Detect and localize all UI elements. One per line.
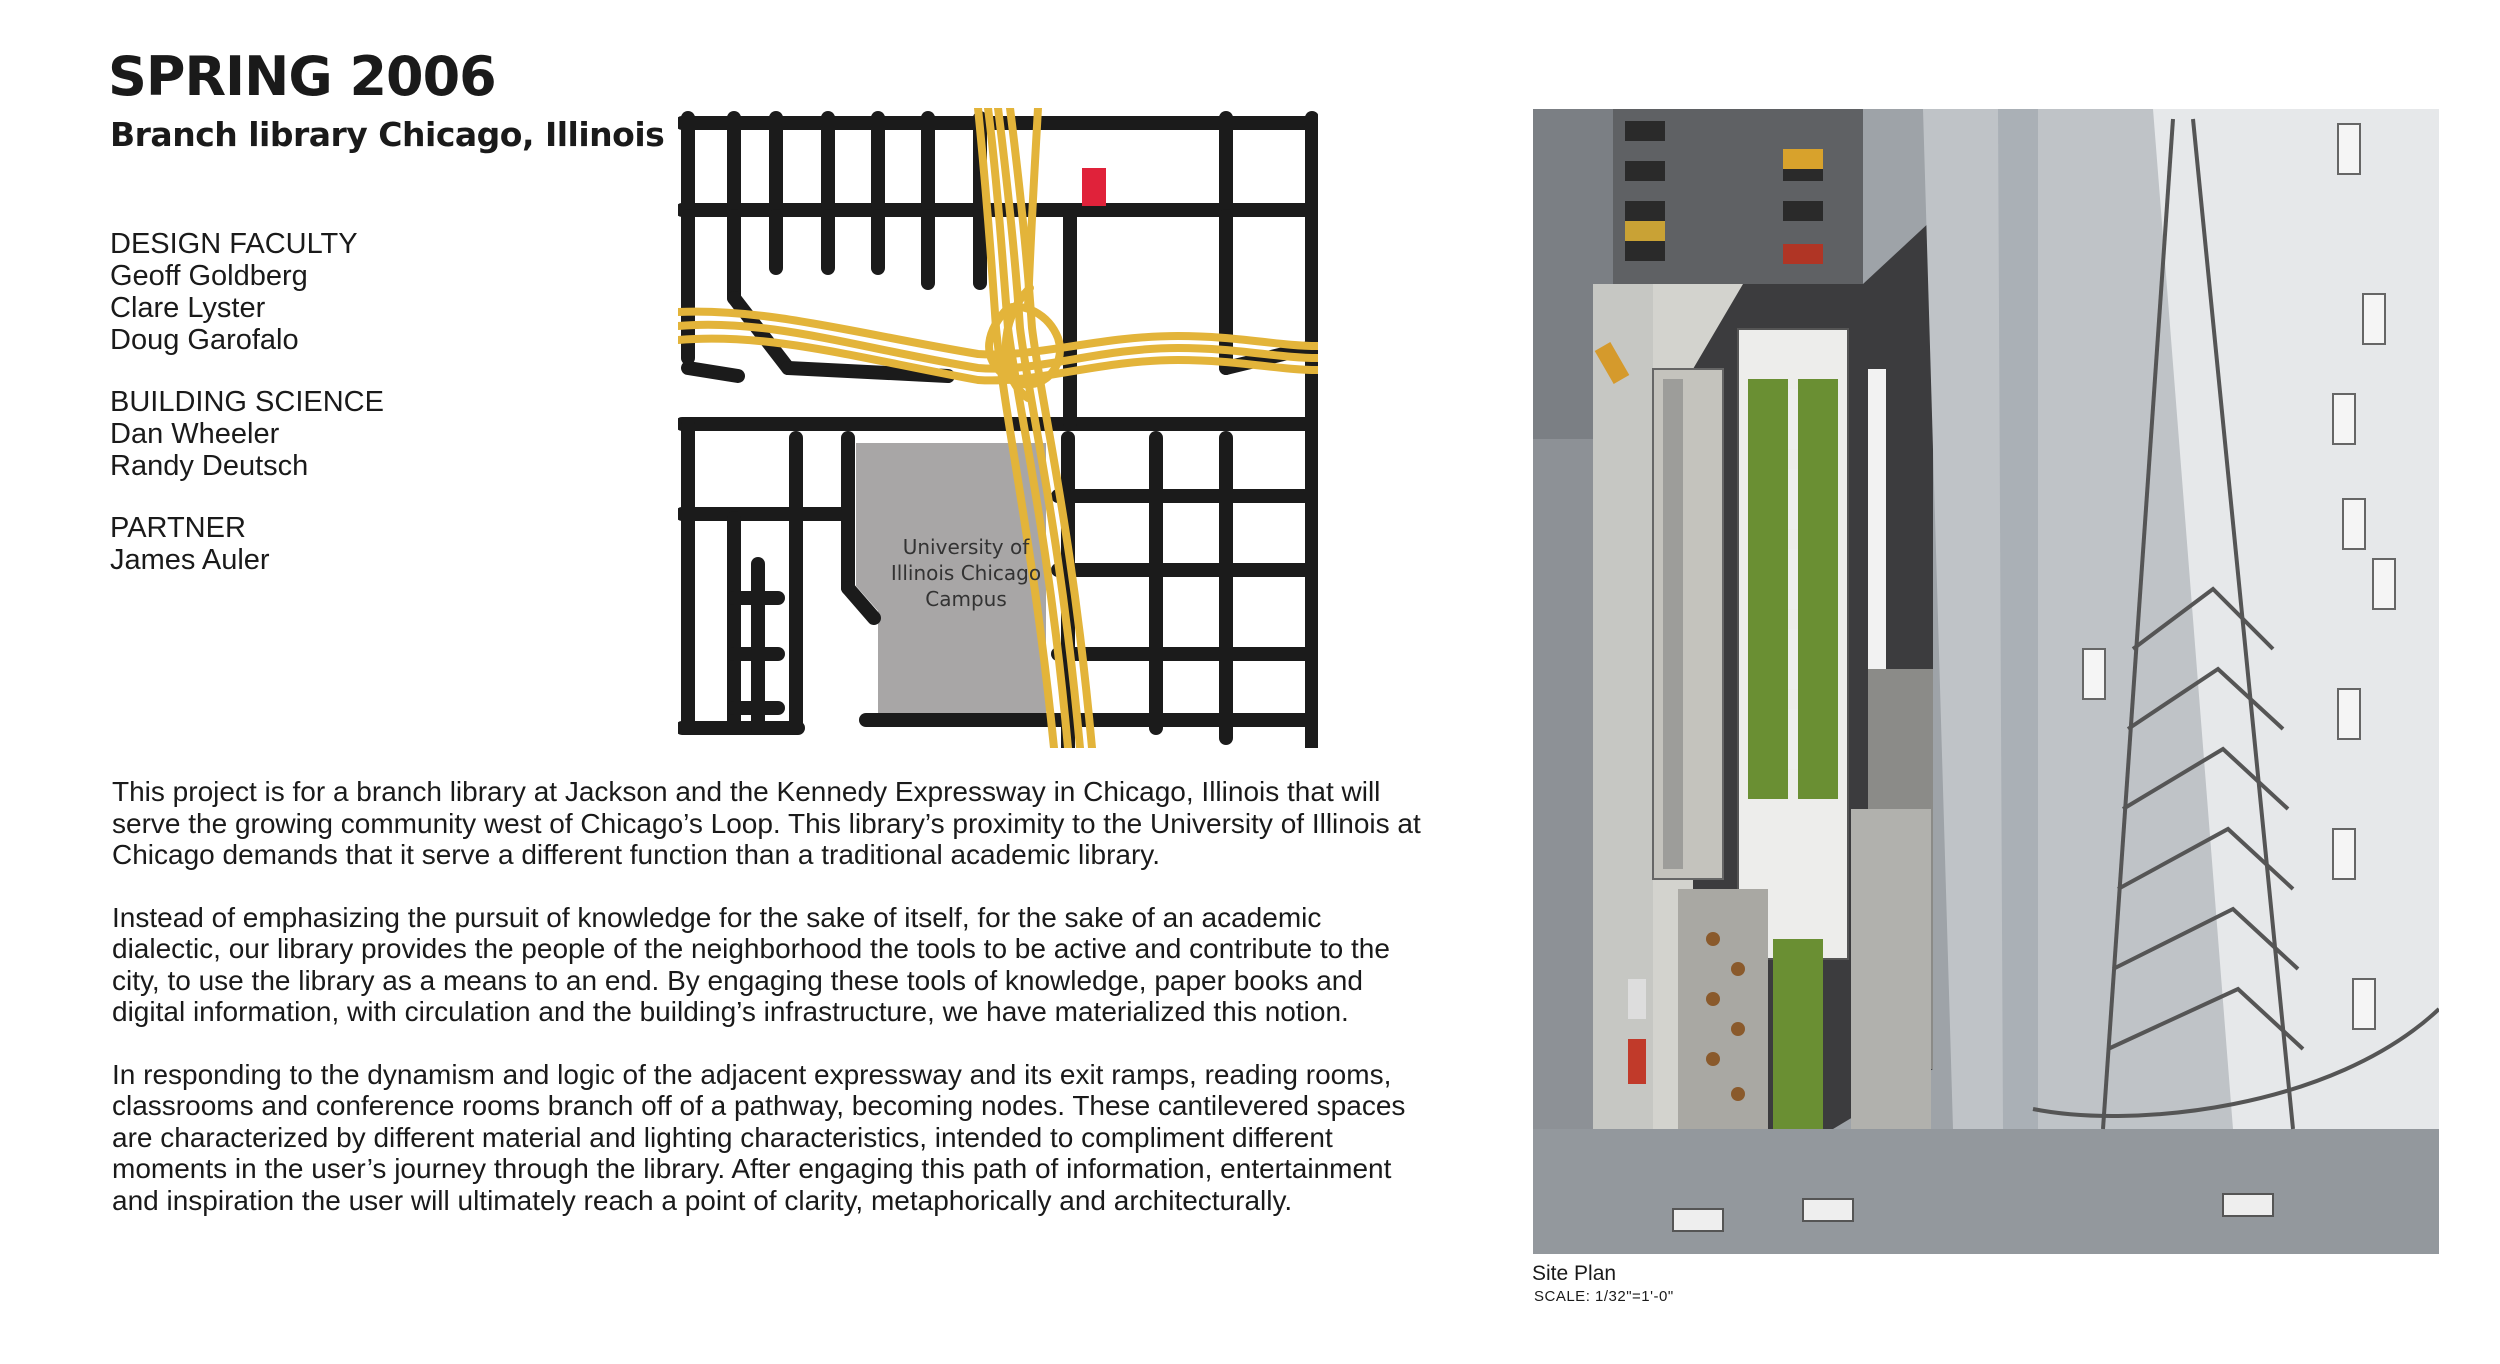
credit-name: Randy Deutsch <box>110 450 309 482</box>
credit-name: James Auler <box>110 544 270 576</box>
page-title: SPRING 2006 <box>108 45 496 108</box>
site-plan-scale: SCALE: 1/32"=1'-0" <box>1534 1288 1674 1305</box>
context-street-map <box>678 108 1318 748</box>
credit-name: Doug Garofalo <box>110 324 299 356</box>
site-plan-drawing <box>1533 109 2439 1254</box>
campus-label-line: University of <box>902 535 1030 559</box>
page-subtitle: Branch library Chicago, Illinois <box>110 115 665 154</box>
credit-role: DESIGN FACULTY <box>110 228 358 260</box>
site-plan-caption: Site Plan <box>1532 1262 1617 1285</box>
credit-name: Dan Wheeler <box>110 418 280 450</box>
credit-name: Geoff Goldberg <box>110 260 308 292</box>
credits-building-science <box>110 386 384 482</box>
project-site-marker <box>1082 168 1106 206</box>
campus-label-line: Campus <box>925 587 1007 611</box>
credit-name: Clare Lyster <box>110 292 266 324</box>
description-paragraph: Instead of emphasizing the pursuit of knowledge for the sake of itself, for the sake of an academic dialectic, our library provides the people of the neighborhood the tools to be active and contribute to the city, to use the library as a means to an end. By engaging these tools of knowledge, paper books and digital information, with circulation and the building’s infrastructure, we have materialized this notion. <box>112 901 1390 1027</box>
credits-partner <box>110 512 270 576</box>
description-paragraph: This project is for a branch library at Jackson and the Kennedy Expressway in Chicago, Illinois that will serve the growing community west of Chicago’s Loop. This library’s proximity to the University of Illinois at Chicago demands that it serve a different function than a traditional academic library. <box>112 776 1421 870</box>
description-paragraph: In responding to the dynamism and logic of the adjacent expressway and its exit ramps, reading rooms, classrooms and conference rooms branch off of a pathway, becoming nodes. These cantilevered spaces are characterized by different material and lighting characteristics, intended to compliment different moments in the user’s journey through the library. After engaging this path of information, entertainment and inspiration the user will ultimately reach a point of clarity, metaphorically and architecturally. <box>112 1058 1406 1216</box>
project-description <box>112 776 1432 1247</box>
campus-label-line: Illinois Chicago <box>890 561 1042 585</box>
credits-design-faculty <box>110 228 358 356</box>
credit-role: BUILDING SCIENCE <box>110 386 384 418</box>
credit-role: PARTNER <box>110 512 246 544</box>
